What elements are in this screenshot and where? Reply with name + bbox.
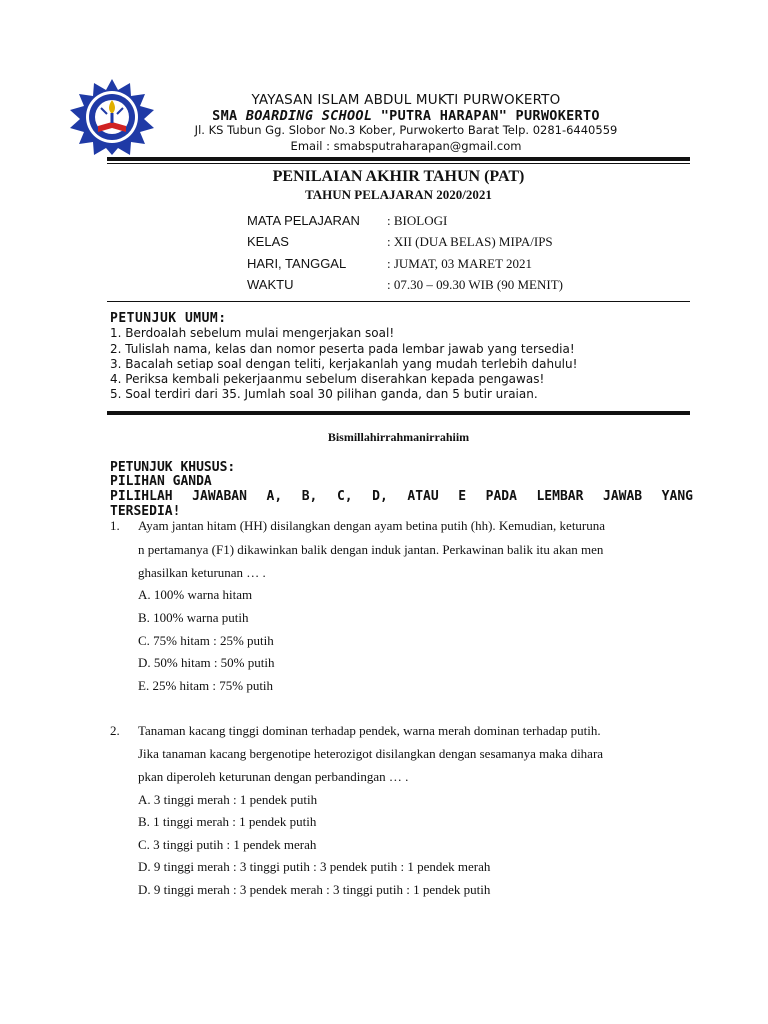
school-email: Email : smabsputraharapan@gmail.com bbox=[290, 139, 522, 153]
school-name-italic: BOARDING SCHOOL bbox=[245, 108, 373, 124]
question-text-line: n pertamanya (F1) dikawinkan balik dengan induk jantan. Perkawinan balik itu akan men bbox=[138, 542, 604, 557]
school-name-prefix: SMA bbox=[212, 108, 246, 124]
question-number: 1. bbox=[110, 518, 120, 533]
general-instructions-title: PETUNJUK UMUM: bbox=[110, 311, 227, 326]
question-text-line: pkan diperoleh keturunan dengan perbandingan … . bbox=[138, 769, 409, 784]
list-item: 1. Berdoalah sebelum mulai mengerjakan soal! bbox=[110, 326, 395, 340]
instruction-line: PILIHLAH JAWABAN A, B, C, D, ATAU E PADA LEMBAR JAWAB YANG bbox=[110, 489, 693, 504]
question-text-line: Jika tanaman kacang bergenotipe heterozigot disilangkan dengan sesamanya maka dihara bbox=[138, 746, 604, 761]
exam-title: PENILAIAN AKHIR TAHUN (PAT) bbox=[272, 168, 525, 185]
question-text-line: Tanaman kacang tinggi dominan terhadap pendek, warna merah dominan terhadap putih. bbox=[138, 723, 601, 738]
info-value: : JUMAT, 03 MARET 2021 bbox=[387, 256, 533, 271]
info-label: HARI, TANGGAL bbox=[247, 256, 347, 271]
info-value: : BIOLOGI bbox=[387, 213, 448, 228]
answer-option: D. 9 tinggi merah : 3 tinggi putih : 3 pendek putih : 1 pendek merah bbox=[138, 859, 491, 874]
info-label: KELAS bbox=[247, 234, 289, 249]
answer-option: C. 75% hitam : 25% putih bbox=[138, 633, 274, 648]
info-rule bbox=[107, 301, 690, 302]
school-logo-icon bbox=[66, 78, 158, 156]
instruction-line: TERSEDIA! bbox=[110, 504, 181, 519]
school-name-suffix: "PUTRA HARAPAN" PURWOKERTO bbox=[372, 108, 600, 124]
answer-option: D. 50% hitam : 50% putih bbox=[138, 655, 275, 670]
list-item: 3. Bacalah setiap soal dengan teliti, kerjakanlah yang mudah terlebih dahulu! bbox=[110, 357, 578, 371]
list-item: 2. Tulislah nama, kelas dan nomor peserta pada lembar jawab yang tersedia! bbox=[110, 342, 575, 356]
list-item: 5. Soal terdiri dari 35. Jumlah soal 30 pilihan ganda, dan 5 butir uraian. bbox=[110, 387, 538, 401]
answer-option: A. 100% warna hitam bbox=[138, 587, 253, 602]
header-rule-thin bbox=[107, 163, 690, 164]
answer-option: C. 3 tinggi putih : 1 pendek merah bbox=[138, 837, 317, 852]
special-instructions-title: PETUNJUK KHUSUS: bbox=[110, 460, 236, 475]
info-value: : 07.30 – 09.30 WIB (90 MENIT) bbox=[387, 277, 563, 292]
school-address: Jl. KS Tubun Gg. Slobor No.3 Kober, Purwokerto Barat Telp. 0281-6440559 bbox=[194, 123, 618, 137]
section-title: PILIHAN GANDA bbox=[110, 474, 212, 489]
exam-year: TAHUN PELAJARAN 2020/2021 bbox=[305, 187, 492, 202]
info-label: WAKTU bbox=[247, 277, 294, 292]
bismillah-heading: Bismillahirrahmanirrahiim bbox=[327, 430, 470, 444]
info-value: : XII (DUA BELAS) MIPA/IPS bbox=[387, 234, 553, 249]
question-text-line: Ayam jantan hitam (HH) disilangkan dengan ayam betina putih (hh). Kemudian, keturuna bbox=[138, 518, 606, 533]
answer-option: E. 25% hitam : 75% putih bbox=[138, 678, 274, 693]
question-number: 2. bbox=[110, 723, 120, 738]
answer-option: B. 1 tinggi merah : 1 pendek putih bbox=[138, 814, 317, 829]
header-rule-thick bbox=[107, 157, 690, 161]
question-text-line: ghasilkan keturunan … . bbox=[138, 565, 266, 580]
list-item: 4. Periksa kembali pekerjaanmu sebelum diserahkan kepada pengawas! bbox=[110, 372, 545, 386]
answer-option: D. 9 tinggi merah : 3 pendek merah : 3 tinggi putih : 1 pendek putih bbox=[138, 882, 491, 897]
instructions-rule-thick bbox=[107, 411, 690, 415]
school-name bbox=[150, 108, 662, 124]
answer-option: B. 100% warna putih bbox=[138, 610, 249, 625]
foundation-name: YAYASAN ISLAM ABDUL MUKTI PURWOKERTO bbox=[251, 92, 561, 108]
info-label: MATA PELAJARAN bbox=[247, 213, 360, 228]
answer-option: A. 3 tinggi merah : 1 pendek putih bbox=[138, 792, 318, 807]
